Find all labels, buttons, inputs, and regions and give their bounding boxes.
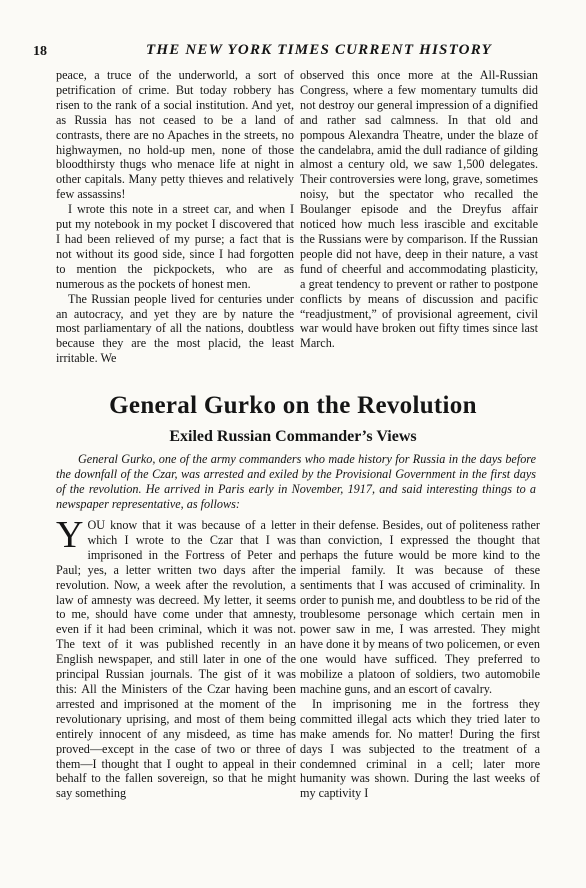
paragraph: I wrote this note in a street car, and when I put my notebook in my pocket I discovered that I had been relieved of my purse; a fact that is not without its good side, since I had forgotten to mention the pickpockets, who are as numerous as the pockets of honest men. <box>56 202 294 291</box>
page-header <box>27 36 559 58</box>
paragraph: In imprisoning me in the fortress they committed illegal acts which they tried later to make amends for. No matter! During the first days I was subjected to the treatment of a condemned criminal in a cell; later more humanity was shown. During the last weeks of my captivity I <box>300 696 540 801</box>
paragraph: in their defense. Besides, out of politeness rather than conviction, I expressed the thought that perhaps the future would be more kind to the imperial family. It was because of these sentiments that I was accused of criminality. In order to punish me, and doubtless to be rid of the troublesome personage which certain men in power saw in me, I was arrested. They might have done it by means of two policemen, or even one would have sufficed. They preferred to mobilize a platoon of soldiers, two automobile machine guns, and an escort of cavalry. <box>300 518 540 696</box>
article-subtitle: Exiled Russian Commander’s Views <box>169 428 417 445</box>
page-number: 18 <box>33 44 47 59</box>
top-left-column <box>56 68 294 366</box>
top-right-column <box>300 68 538 351</box>
running-head: THE NEW YORK TIMES CURRENT HISTORY <box>145 42 493 58</box>
paragraph <box>56 514 296 801</box>
intro-paragraph: General Gurko, one of the army commanders who made history for Russia in the days before the downfall of the Czar, was arrested and exiled by the Provisional Government in the first days of the revolution. He arrived in Paris early in November, 1917, and said interesting things to a newspaper representative, as follows: <box>56 452 536 511</box>
drop-cap: Y <box>56 514 84 556</box>
bottom-right-column <box>300 518 540 801</box>
paragraph: observed this once more at the All-Russian Congress, where a few momentary tumults did not destroy our general impression of a dignified and rather sad calmness. In that old and pompous Alexandra Theatre, under the blaze of the candelabra, amid the dull radiance of gilding almost a century old, we saw 1,500 delegates. Their controversies were long, grave, sometimes noisy, but the spectator who recalled the Boulanger episode and the Dreyfus affair noticed how much less irascible and excitable the Russians were by comparison. If the Russian people did not have, deep in their nature, a vast fund of cheerful and accommodating plasticity, a great tendency to prevent or rather to postpone conflicts by means of discussion and pacific “readjustment,” of provisional agreement, civil war would have broken out fifty times since last March. <box>300 68 538 351</box>
article-intro <box>56 452 536 512</box>
paragraph: The Russian people lived for centuries under an autocracy, and yet they are by nature the most parliamentary of all the nations, doubtless because they are the most placid, the least irritable. We <box>56 291 294 366</box>
article-title: General Gurko on the Revolution <box>109 392 477 419</box>
bottom-left-column <box>56 514 296 801</box>
paragraph-text: OU know that it was because of a letter which I wrote to the Czar that I was imprisoned in the Fortress of Peter and Paul; yes, a letter written two days after the revolution. Now, a week after the revolution, a law of amnesty was decreed. My letter, it seems to me, should have come under that amnesty, even if it had been criminal, which it was not. The text of it was published recently in an English newspaper, and still later in one of the principal Russian journals. The gist of it was this: All the Ministers of the Czar having been arrested and imprisoned at the moment of the revolutionary uprising, and most of them being entirely innocent of any misdeed, as time has proved—except in the case of two or three of them—I thought that I ought to appeal in their behalf to the fallen sovereign, so that he might say something <box>56 518 296 801</box>
paragraph: peace, a truce of the underworld, a sort of petrification of crime. But today robbery has risen to the rank of a social institution. And yet, as Russia has not ceased to be a land of contrasts, there are no Apaches in the streets, no highwaymen, no hold-up men, none of those bloodthirsty thugs who menace life at night in other capitals. Many petty thieves and relatively few assassins! <box>56 68 294 202</box>
